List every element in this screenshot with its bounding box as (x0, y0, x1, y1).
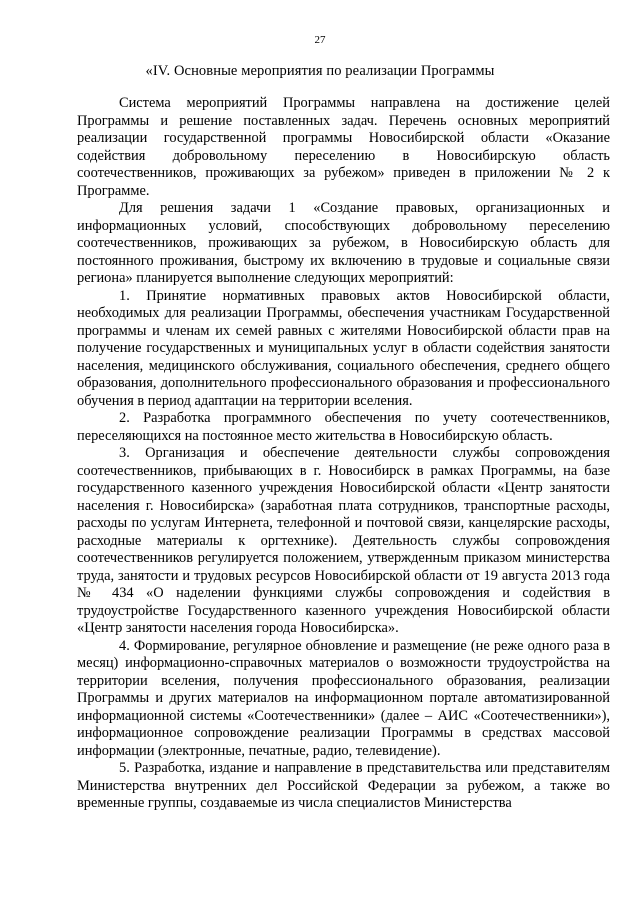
paragraph-item-4: 4. Формирование, регулярное обновление и размещение (не реже одного раза в месяц) информационно-справочных материалов о возможности трудоустройства на территории вселения, получения профессионального образования, реализации Программы и других материалов на информационном портале автоматизированной информационной системы «Соотечественники» (далее – АИС «Соотечественники»), информационное сопровождение реализации Программы в средствах массовой информации (электронные, печатные, радио, телевидение). (77, 637, 610, 759)
body-text (77, 95, 610, 813)
paragraph-item-5: 5. Разработка, издание и направление в представительства или представителям Министерства внутренних дел Российской Федерации за рубежом, а также во временные группы, создаваемые из числа специалистов Министерства (77, 760, 610, 811)
paragraph-task-1: Для решения задачи 1 «Создание правовых, организационных и информационных условий, способствующих добровольному переселению соотечественников, проживающих за рубежом, в Новосибирскую область для постоянного проживания, быстрому их включению в трудовые и социальные связи региона» планируется выполнение следующих мероприятий: (77, 200, 610, 286)
paragraph-item-3: 3. Организация и обеспечение деятельности службы сопровождения соотечественников, прибывающих в г. Новосибирск в рамках Программы, на базе государственного казенного учреждения Новосибирской области «Центр занятости населения г. Новосибирска» (заработная плата сотрудников, транспортные расходы, расходы по услугам Интернета, телефонной и почтовой связи, канцелярские расходы, расходные материалы к оргтехнике). Деятельность службы сопровождения соотечественников регулируется положением, утвержденным приказом министерства труда, занятости и трудовых ресурсов Новосибирской области от 19 августа 2013 года № 434 «О наделении функциями службы сопровождения и содействия в трудоустройстве Государственного казенного учреждения Новосибирской области «Центр занятости населения города Новосибирска». (77, 445, 610, 636)
section-title: «IV. Основные мероприятия по реализации Программы (145, 63, 495, 79)
paragraph-item-2: 2. Разработка программного обеспечения по учету соотечественников, переселяющихся на постоянное место жительства в Новосибирскую область. (77, 410, 610, 444)
paragraph-item-1: 1. Принятие нормативных правовых актов Новосибирской области, необходимых для реализации Программы, обеспечения участникам Государственной программы и членам их семей равных с жителями Новосибирской области прав на получение государственных и муниципальных услуг в области содействия занятости населения, медицинского обслуживания, социального обеспечения, среднего общего образования, дополнительного профессионального образования и профессионального обучения в период адаптации на территории вселения. (77, 287, 610, 409)
paragraph-intro: Система мероприятий Программы направлена на достижение целей Программы и решение поставленных задач. Перечень основных мероприятий реализации государственной программы Новосибирской области «Оказание содействия добровольному переселению в Новосибирскую область соотечественников, проживающих за рубежом» приведен в приложении № 2 к Программе. (77, 95, 610, 199)
page-number: 27 (314, 34, 326, 46)
